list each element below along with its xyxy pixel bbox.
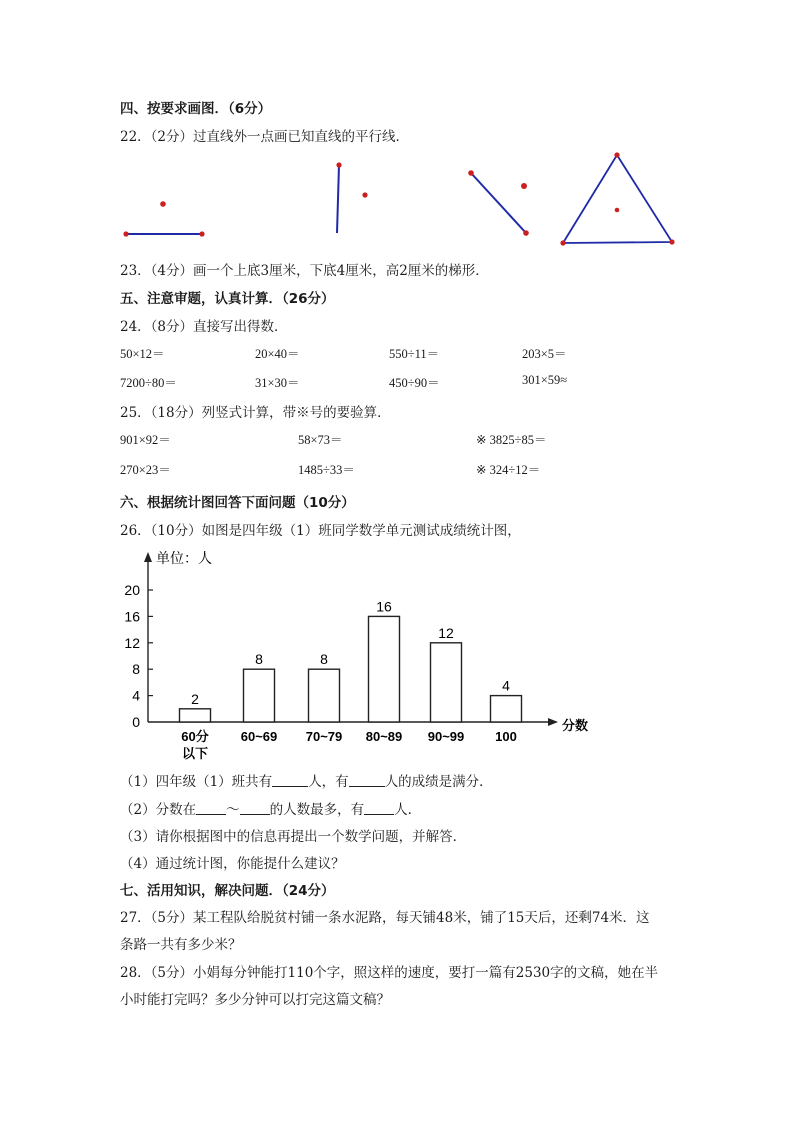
question-26-part-2 bbox=[120, 798, 421, 818]
calc-item: 50×12＝ bbox=[120, 347, 165, 361]
chart-bars bbox=[180, 598, 522, 761]
section-4-title: 四、按要求画图．（6分） bbox=[120, 101, 272, 117]
answer-blank[interactable] bbox=[240, 802, 270, 815]
question-25: 25．（18分）列竖式计算，带※号的要验算． bbox=[120, 405, 391, 421]
bar-value-label: 8 bbox=[320, 651, 328, 668]
figure-3 bbox=[468, 170, 529, 236]
question-27-line-1: 27．（5分）某工程队给脱贫村铺一条水泥路，每天铺48米，铺了15天后，还剩74米．这 bbox=[120, 910, 650, 926]
y-tick-label: 8 bbox=[132, 661, 140, 678]
calc-item: 20×40＝ bbox=[255, 347, 300, 361]
answer-blank[interactable] bbox=[196, 802, 226, 815]
bar-value-label: 16 bbox=[376, 598, 392, 615]
figure-4-triangle bbox=[560, 152, 674, 245]
bar-value-label: 12 bbox=[438, 624, 454, 641]
question-28-line-1: 28．（5分）小娟每分钟能打110个字，照这样的速度，要打一篇有2530字的文稿，她在半 bbox=[120, 965, 659, 981]
question-28-line-2: 小时能打完吗？多少分钟可以打完这篇文稿？ bbox=[120, 992, 390, 1008]
chart-unit-label: 单位：人 bbox=[156, 550, 212, 566]
calc-item: 31×30＝ bbox=[255, 376, 300, 390]
vertical-calc-item: 1485÷33＝ bbox=[298, 463, 355, 477]
section-6-title: 六、根据统计图回答下面问题（10分） bbox=[120, 495, 355, 511]
chart-bar bbox=[369, 616, 400, 722]
figure-2 bbox=[336, 162, 367, 233]
calc-item: 7200÷80＝ bbox=[120, 376, 177, 390]
x-category-label: 90~99 bbox=[427, 729, 465, 744]
vertical-calc-item: ※ 324÷12＝ bbox=[476, 463, 541, 477]
text: ～ bbox=[226, 802, 240, 818]
chart-x-axis-label: 分数 bbox=[562, 718, 589, 733]
answer-blank[interactable] bbox=[272, 774, 308, 787]
score-bar-chart bbox=[0, 540, 794, 770]
calc-item: 301×59≈ bbox=[522, 373, 568, 387]
chart-bar bbox=[180, 709, 211, 722]
y-tick-label: 12 bbox=[124, 634, 140, 651]
calc-item: 550÷11＝ bbox=[389, 347, 440, 361]
vertical-calc-item: 58×73＝ bbox=[298, 433, 343, 447]
bar-value-label: 8 bbox=[255, 651, 263, 668]
answer-blank[interactable] bbox=[364, 802, 394, 815]
question-27-line-2: 条路一共有多少米？ bbox=[120, 937, 242, 953]
bar-value-label: 4 bbox=[502, 677, 510, 694]
question-23: 23．（4分）画一个上底3厘米，下底4厘米，高2厘米的梯形． bbox=[120, 263, 489, 279]
question-26-part-3: （3）请你根据图中的信息再提出一个数学问题，并解答． bbox=[120, 829, 467, 845]
vertical-calc-item: ※ 3825÷85＝ bbox=[476, 433, 547, 447]
text: 人． bbox=[394, 802, 422, 818]
x-category-label: 70~79 bbox=[305, 729, 343, 744]
chart-bar bbox=[491, 696, 522, 722]
answer-blank[interactable] bbox=[349, 774, 385, 787]
section-7-title: 七、活用知识，解决问题．（24分） bbox=[120, 883, 335, 899]
x-category-label: 80~89 bbox=[365, 729, 403, 744]
question-26-part-1 bbox=[120, 770, 493, 790]
question-26-part-4: （4）通过统计图，你能提什么建议？ bbox=[120, 856, 345, 872]
text: （2）分数在 bbox=[120, 802, 197, 818]
chart-bar bbox=[431, 643, 462, 722]
vertical-calc-item: 901×92＝ bbox=[120, 433, 171, 447]
x-category-label: 以下 bbox=[181, 746, 209, 761]
figure-1 bbox=[123, 201, 204, 236]
bar-value-label: 2 bbox=[191, 690, 199, 707]
x-category-label: 100 bbox=[495, 729, 517, 744]
y-tick-label: 16 bbox=[124, 608, 140, 625]
y-tick-label: 20 bbox=[124, 582, 140, 598]
x-category-label: 60~69 bbox=[240, 729, 278, 744]
y-tick-label: 4 bbox=[132, 687, 140, 704]
vertical-calc-item: 270×23＝ bbox=[120, 463, 171, 477]
parallel-line-figures bbox=[0, 0, 794, 260]
section-5-title: 五、注意审题，认真计算．（26分） bbox=[120, 291, 335, 307]
chart-bar bbox=[244, 669, 275, 722]
text: （1）四年级（1）班共有 bbox=[120, 774, 273, 790]
chart-bar bbox=[309, 669, 340, 722]
x-category-label: 60分 bbox=[181, 729, 209, 744]
y-axis-ticks bbox=[124, 582, 153, 730]
question-22: 22．（2分）过直线外一点画已知直线的平行线． bbox=[120, 129, 410, 145]
calc-item: 203×5＝ bbox=[522, 347, 567, 361]
y-tick-label: 0 bbox=[132, 714, 140, 730]
text: 人的成绩是满分． bbox=[384, 774, 493, 790]
text: 的人数最多，有 bbox=[269, 802, 365, 818]
question-24: 24．（8分）直接写出得数． bbox=[120, 319, 288, 335]
calc-item: 450÷90＝ bbox=[389, 376, 440, 390]
text: 人，有 bbox=[308, 774, 349, 790]
question-26: 26．（10分）如图是四年级（1）班同学数学单元测试成绩统计图， bbox=[120, 523, 521, 539]
